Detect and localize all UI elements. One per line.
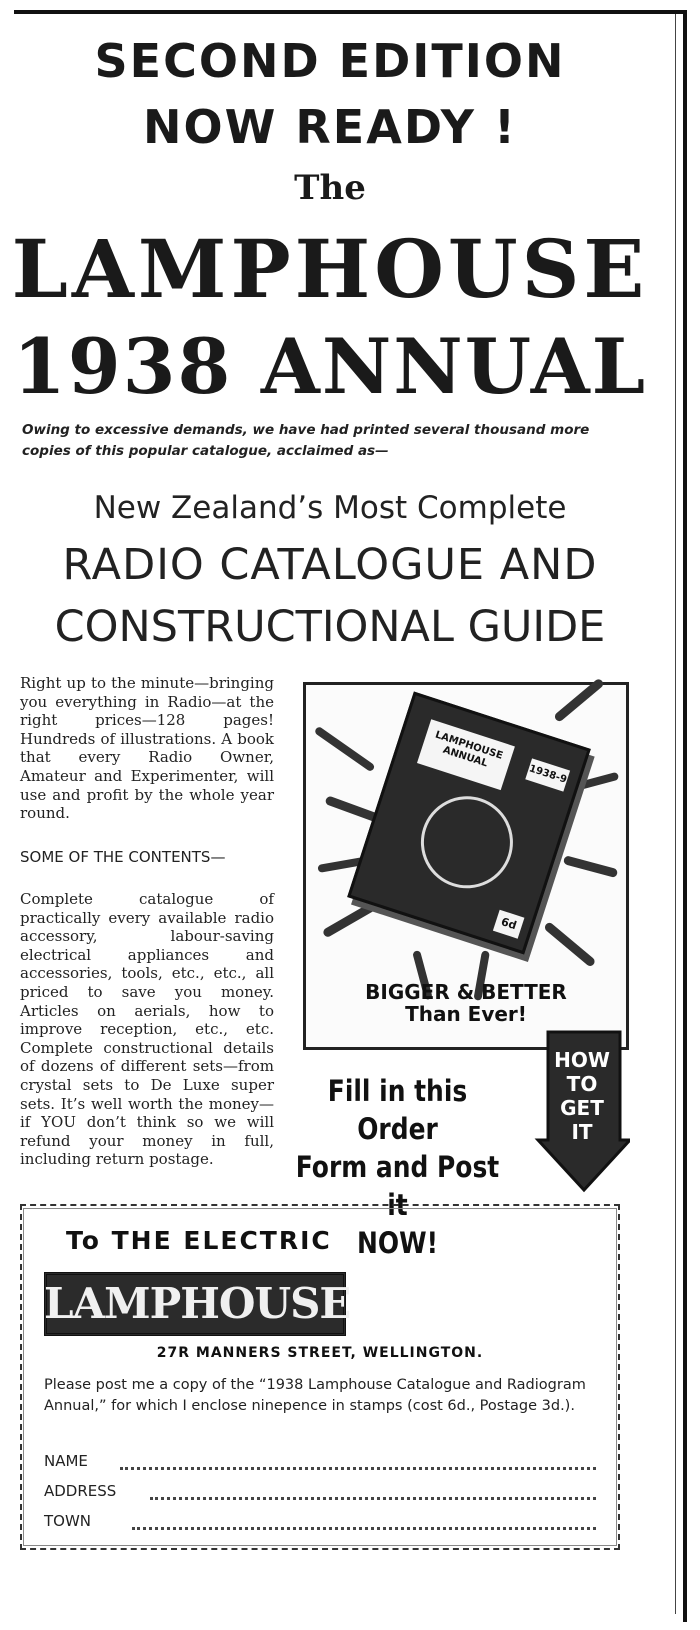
tagline-line1: New Zealand’s Most Complete [93, 490, 567, 526]
annual-book [347, 692, 591, 955]
illustration-caption [306, 981, 626, 1025]
burst-ray [543, 921, 596, 968]
title-1938-annual: 1938 ANNUAL [12, 322, 648, 411]
book-price-label: 6d [493, 910, 525, 939]
arrow-line3: GET [560, 1096, 604, 1120]
headline-line1: SECOND EDITION [94, 34, 566, 88]
headline-line2: NOW READY ! [143, 100, 517, 154]
intro-text: Owing to excessive demands, we have had printed several thousand more copies of this popular catalogue, acclaimed as— [22, 422, 590, 459]
town-field-label: TOWN [44, 1512, 92, 1530]
caption-line2: Than Ever! [405, 1002, 527, 1026]
cta-line3: NOW! [357, 1226, 438, 1260]
address-field[interactable] [150, 1497, 596, 1500]
tagline-line3: CONSTRUCTIONAL GUIDE [54, 602, 606, 652]
burst-ray [563, 855, 618, 878]
page-border-right-inner [675, 14, 676, 1614]
book-cover-emblem [409, 784, 525, 900]
title-lamphouse: LAMPHOUSE [11, 222, 649, 316]
page-border-top [14, 10, 686, 14]
arrow-text [546, 1048, 618, 1144]
page-border-right [683, 10, 687, 1622]
address-field-label: ADDRESS [44, 1482, 117, 1500]
body-paragraph-2: Complete catalogue of practically every available radio accessory, labour-saving electrical appliances and accessories, tools, etc., etc., all priced to save you money. Articles on aerials, how to improve reception, etc., etc. Complete constructional details of dozens of different sets—from crystal sets to De Luxe super sets. It’s well worth the money—if YOU don’t think so we will refund your money in full, including return postage. [20, 890, 274, 1169]
cta-line1: Fill in this Order [327, 1074, 468, 1146]
order-request-text: Please post me a copy of the “1938 Lamphouse Catalogue and Radiogram Annual,” for which I enclose ninepence in stamps (cost 6d., Postage 3d.). [44, 1377, 586, 1414]
book-illustration [303, 682, 627, 1048]
burst-ray [553, 677, 605, 722]
arrow-line4: IT [571, 1120, 593, 1144]
lamphouse-logo-text: LAMPHOUSE [44, 1279, 351, 1328]
illustration-frame [303, 682, 629, 1050]
book-title-label: LAMPHOUSE ANNUAL [417, 719, 515, 790]
book-year-label: 1938-9 [525, 758, 570, 791]
burst-ray [322, 901, 378, 939]
cta-line2: Form and Post it [295, 1150, 500, 1222]
name-field-label: NAME [44, 1452, 88, 1470]
tagline-line2: RADIO CATALOGUE AND [62, 540, 598, 590]
contents-heading: SOME OF THE CONTENTS— [20, 848, 226, 866]
body-paragraph-1: Right up to the minute—bringing you everything in Radio—at the right prices—128 pages! Hundreds of illustrations. A book that every Radio Owner, Amateur and Experimenter, will use and profit by the whole year round. [20, 674, 274, 823]
arrow-line2: TO [566, 1072, 598, 1096]
order-form-recipient: To THE ELECTRIC [66, 1226, 332, 1255]
caption-line1: BIGGER & BETTER [365, 980, 567, 1004]
headline-the: The [294, 168, 366, 208]
name-field[interactable] [120, 1467, 596, 1470]
shop-address: 27R MANNERS STREET, WELLINGTON. [156, 1345, 484, 1361]
town-field[interactable] [132, 1527, 596, 1530]
arrow-line1: HOW [554, 1048, 610, 1072]
burst-ray [314, 726, 376, 773]
